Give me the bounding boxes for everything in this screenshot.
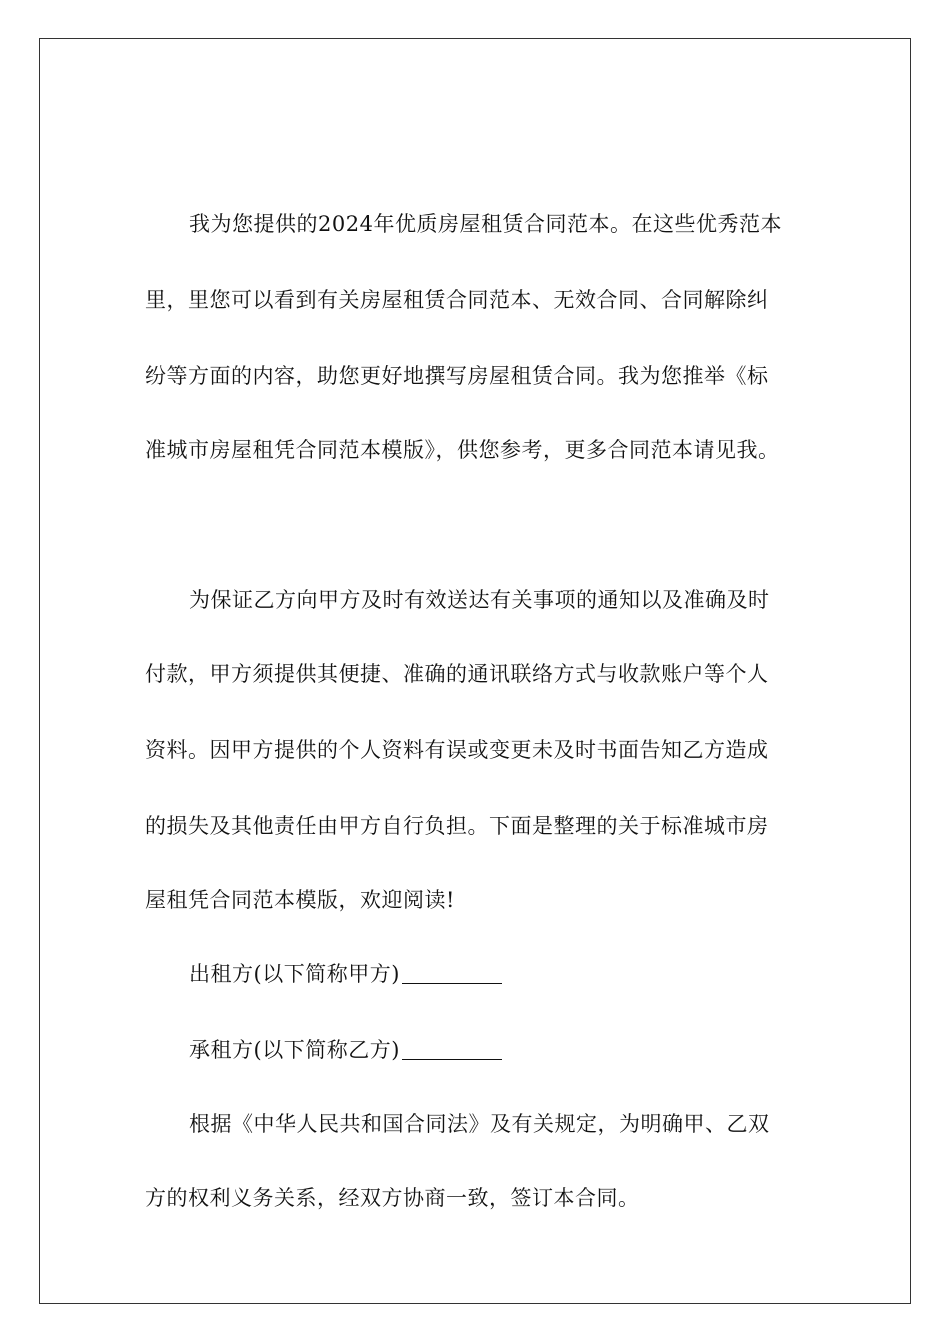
paragraph-2-line-1: 为保证乙方向甲方及时有效送达有关事项的通知以及准确及时	[189, 588, 770, 612]
paragraph-1-line-4: 准城市房屋租凭合同范本模版》，供您参考，更多合同范本请见我。	[145, 438, 780, 462]
lessor-line	[189, 959, 502, 989]
lessor-blank	[402, 965, 502, 984]
paragraph-2-line-3: 资料。因甲方提供的个人资料有误或变更未及时书面告知乙方造成	[145, 738, 769, 762]
paragraph-2-line-5: 屋租凭合同范本模版，欢迎阅读!	[145, 888, 455, 912]
paragraph-3-line-2: 方的权利义务关系，经双方协商一致，签订本合同。	[145, 1186, 640, 1210]
lessee-label: 承租方(以下简称乙方)	[189, 1038, 400, 1062]
paragraph-3-line-1: 根据《中华人民共和国合同法》及有关规定，为明确甲、乙双	[189, 1112, 770, 1136]
lessee-line	[189, 1035, 502, 1065]
paragraph-1-line-2: 里，里您可以看到有关房屋租赁合同范本、无效合同、合同解除纠	[145, 288, 769, 312]
paragraph-1-line-3: 纷等方面的内容，助您更好地撰写房屋租赁合同。我为您推举《标	[145, 364, 769, 388]
paragraph-2-line-4: 的损失及其他责任由甲方自行负担。下面是整理的关于标准城市房	[145, 814, 769, 838]
paragraph-1-line-1: 我为您提供的2024年优质房屋租赁合同范本。在这些优秀范本	[189, 212, 782, 236]
lessee-blank	[402, 1041, 502, 1060]
lessor-label: 出租方(以下简称甲方)	[189, 962, 400, 986]
paragraph-2-line-2: 付款，甲方须提供其便捷、准确的通讯联络方式与收款账户等个人	[145, 662, 769, 686]
